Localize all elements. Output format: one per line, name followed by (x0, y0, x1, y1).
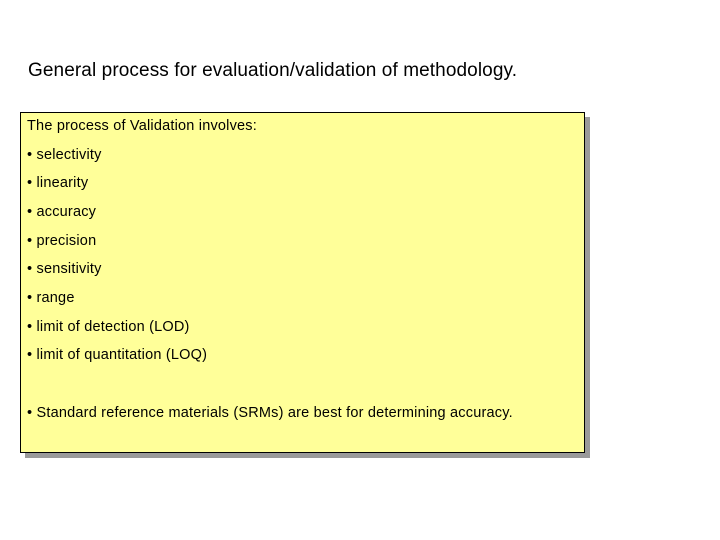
list-item-accuracy: • accuracy (27, 204, 97, 220)
list-item-range: • range (27, 290, 75, 306)
list-item-selectivity: • selectivity (27, 147, 102, 163)
list-item-loq: • limit of quantitation (LOQ) (27, 347, 208, 363)
list-item-lod: • limit of detection (LOD) (27, 319, 190, 335)
note-box (20, 112, 585, 453)
note-footer: • Standard reference materials (SRMs) are best for determining accuracy. (27, 405, 513, 421)
list-item-sensitivity: • sensitivity (27, 261, 102, 277)
list-item-linearity: • linearity (27, 175, 89, 191)
list-item-precision: • precision (27, 233, 97, 249)
note-heading: The process of Validation involves: (27, 118, 257, 134)
slide-title: General process for evaluation/validation of methodology. (28, 60, 518, 81)
